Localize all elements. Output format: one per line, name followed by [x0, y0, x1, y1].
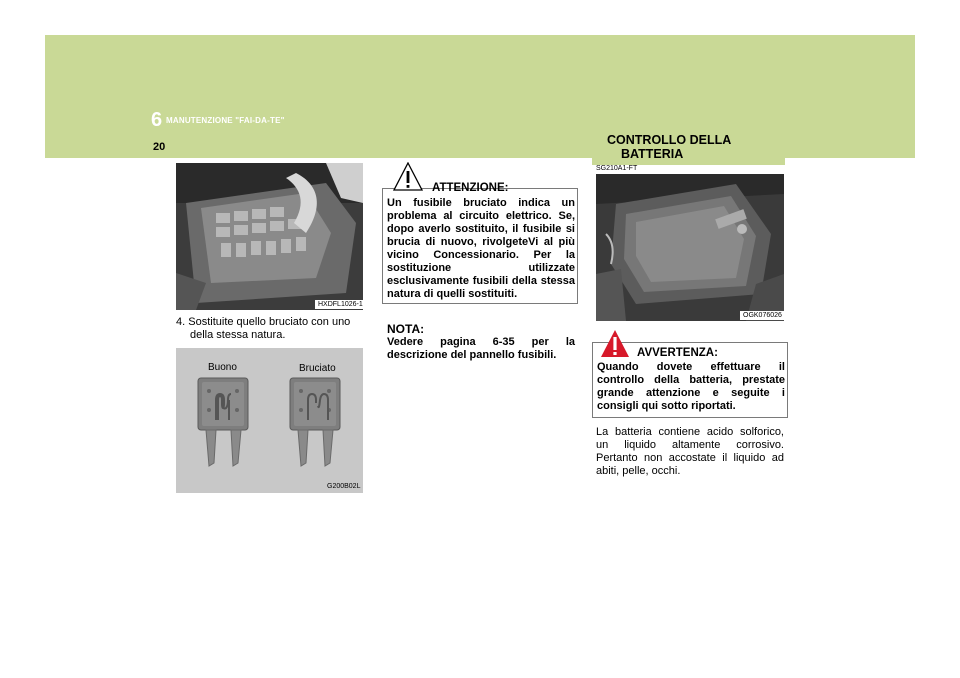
step-number: 4. [176, 316, 186, 328]
fuse-label-blown: Bruciato [299, 363, 336, 374]
step-line2: della stessa natura. [190, 329, 286, 341]
note-text: Vedere pagina 6-35 per la descrizione del pannello fusibili. [387, 336, 575, 361]
page-number-tab [45, 140, 170, 158]
section-code: SG210A1-FT [596, 165, 638, 172]
step-line1: Sostituite quello bruciato con uno [188, 316, 351, 328]
good-fuse-icon [198, 378, 248, 466]
fuse-box-photo-code: HXDFL1026-1 [315, 300, 366, 309]
page-number: 20 [153, 141, 166, 153]
battery-photo [596, 174, 784, 321]
caution-title: ATTENZIONE: [432, 182, 509, 194]
battery-body-text: La batteria contiene acido solforico, un liquido altamente corrosivo. Pertanto non accostate il liquido ad abiti, pelle, occhi. [596, 426, 784, 477]
section-title-line1: CONTROLLO DELLA [607, 133, 732, 147]
caution-triangle-icon [393, 162, 423, 191]
step-4 [176, 316, 366, 342]
fuse-image-code: G200B02L [327, 483, 361, 490]
chapter-title: MANUTENZIONE "FAI-DA-TE" [166, 116, 285, 125]
warning-title: AVVERTENZA: [637, 347, 718, 359]
warning-exclamation-icon [600, 329, 630, 358]
chapter-number: 6 [151, 109, 163, 131]
fuse-label-good: Buono [208, 362, 237, 373]
caution-text: Un fusibile bruciato indica un problema al circuito elettrico. Se, dopo averlo sostituito, il fusibile si brucia di nuovo, rivolgeteVi al più vicino Concessionario. Per la sostituzione utilizzate esclusivamente fusibili della stessa natura di quelli sostituiti. [387, 197, 575, 300]
fuse-box-photo [176, 163, 363, 310]
blown-fuse-icon [290, 378, 340, 466]
warning-text: Quando dovete effettuare il controllo della batteria, prestate grande attenzione e seguite i consigli qui sotto riportati. [597, 361, 785, 412]
battery-photo-code: OGK076026 [740, 311, 785, 320]
note-title: NOTA: [387, 322, 425, 336]
section-title-line2: BATTERIA [621, 147, 684, 161]
section-title [607, 133, 777, 161]
